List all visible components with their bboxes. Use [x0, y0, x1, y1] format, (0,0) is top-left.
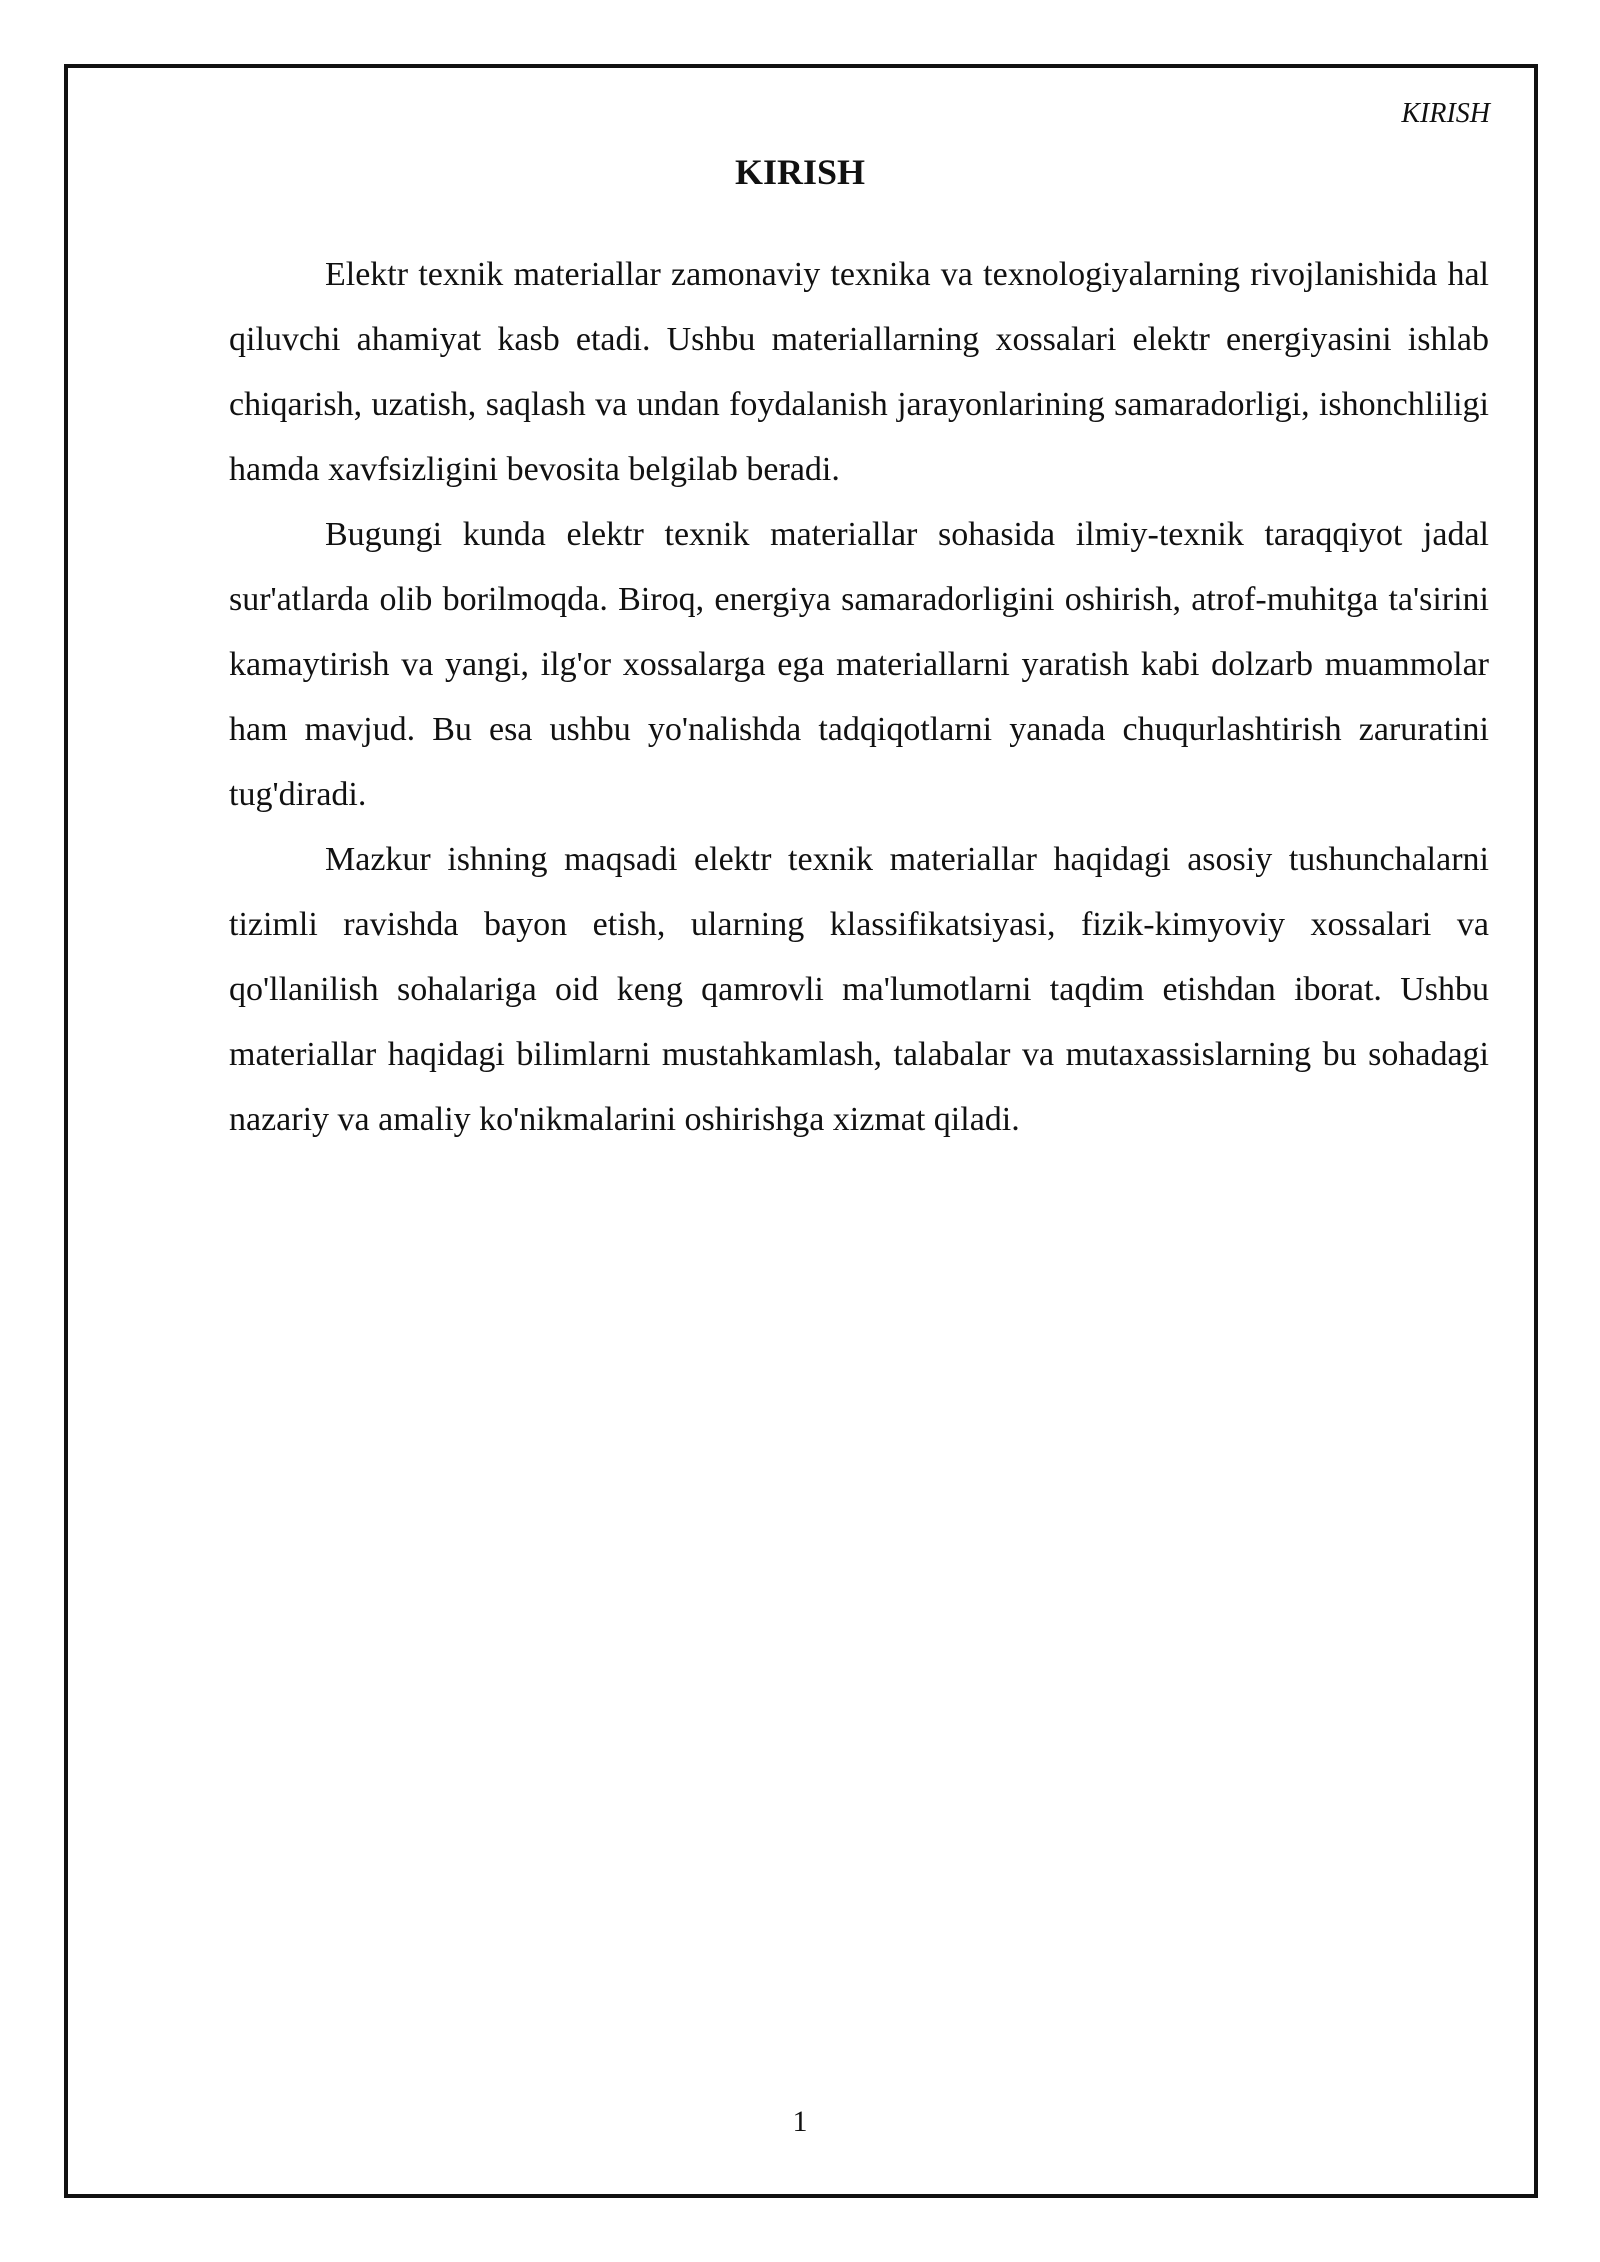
body-paragraph: Elektr texnik materiallar zamonaviy texnika va texnologiyalarning rivojlanishida hal qiluvchi ahamiyat kasb etadi. Ushbu materiallarning xossalari elektr energiyasini ishlab chiqarish, uzatish, saqlash va undan foydalanish jarayonlarining samaradorligi, ishonchliligi hamda xavfsizligini bevosita belgilab beradi. [229, 256, 1489, 488]
running-header: KIRISH [1401, 98, 1490, 129]
page-number: 1 [792, 2105, 808, 2138]
body-paragraph: Mazkur ishning maqsadi elektr texnik materiallar haqidagi asosiy tushunchalarni tizimli ravishda bayon etish, ularning klassifikatsiyasi, fizik-kimyoviy xossalari va qo'llanilish sohalariga oid keng qamrovli ma'lumotlarni taqdim etishdan iborat. Ushbu materiallar haqidagi bilimlarni mustahkamlash, talabalar va mutaxassislarning bu sohadagi nazariy va amaliy ko'nikmalarini oshirishga xizmat qiladi. [229, 841, 1489, 1138]
page-title: KIRISH [734, 152, 866, 192]
body-paragraph: Bugungi kunda elektr texnik materiallar sohasida ilmiy-texnik taraqqiyot jadal sur'atlarda olib borilmoqda. Biroq, energiya samaradorligini oshirish, atrof-muhitga ta'sirini kamaytirish va yangi, ilg'or xossalarga ega materiallarni yaratish kabi dolzarb muammolar ham mavjud. Bu esa ushbu yo'nalishda tadqiqotlarni yanada chuqurlashtirish zaruratini tug'diradi. [229, 516, 1489, 813]
document-body [229, 242, 1489, 1152]
